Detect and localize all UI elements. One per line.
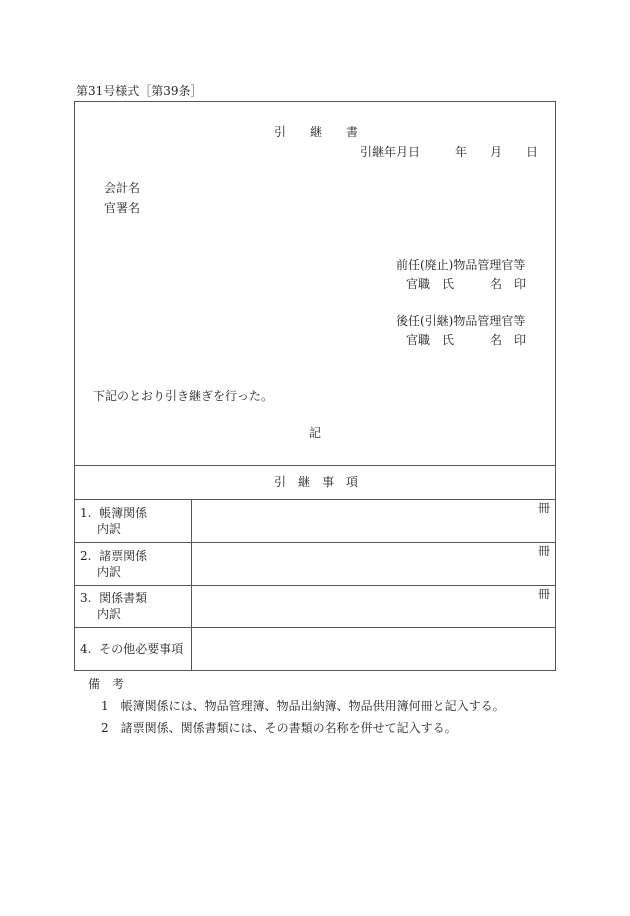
row-unit: 冊	[538, 544, 551, 558]
ki: 記	[309, 426, 322, 440]
divider	[74, 542, 556, 543]
row-label: 4. その他必要事項	[80, 642, 184, 656]
statement: 下記のとおり引き継ぎを行った。	[93, 389, 274, 403]
row-sub: 内訳	[97, 607, 122, 621]
date-year: 年	[455, 145, 468, 159]
row-label: 2. 諸票関係	[80, 549, 148, 563]
accounting-name: 会計名	[104, 181, 141, 195]
row-label: 3. 関係書類	[80, 591, 148, 605]
office-name: 官署名	[104, 201, 141, 215]
form-id: 第31号様式［第39条］	[76, 84, 203, 98]
column-divider	[191, 499, 192, 670]
date-label: 引継年月日	[360, 145, 421, 159]
predecessor-line: 官職 氏 名 印	[406, 277, 527, 291]
row-unit: 冊	[538, 587, 551, 601]
form-title: 引 継 書	[274, 125, 359, 139]
remarks-title: 備 考	[88, 677, 125, 691]
remark-item: 2 諸票関係、関係書類には、その書類の名称を併せて記入する。	[101, 721, 457, 735]
divider	[74, 499, 556, 500]
divider	[74, 585, 556, 586]
row-unit: 冊	[538, 501, 551, 515]
date-day: 日	[526, 145, 539, 159]
date-month: 月	[490, 145, 503, 159]
row-sub: 内訳	[97, 565, 122, 579]
successor-title: 後任(引継)物品管理官等	[396, 314, 526, 328]
row-label: 1. 帳簿関係	[80, 506, 148, 520]
successor-line: 官職 氏 名 印	[406, 333, 527, 347]
row-sub: 内訳	[97, 522, 122, 536]
remark-item: 1 帳簿関係には、物品管理簿、物品出納簿、物品供用簿何冊と記入する。	[101, 699, 505, 713]
divider	[74, 465, 556, 466]
predecessor-title: 前任(廃止)物品管理官等	[396, 258, 526, 272]
divider	[74, 627, 556, 628]
section-title: 引 継 事 項	[274, 475, 359, 489]
